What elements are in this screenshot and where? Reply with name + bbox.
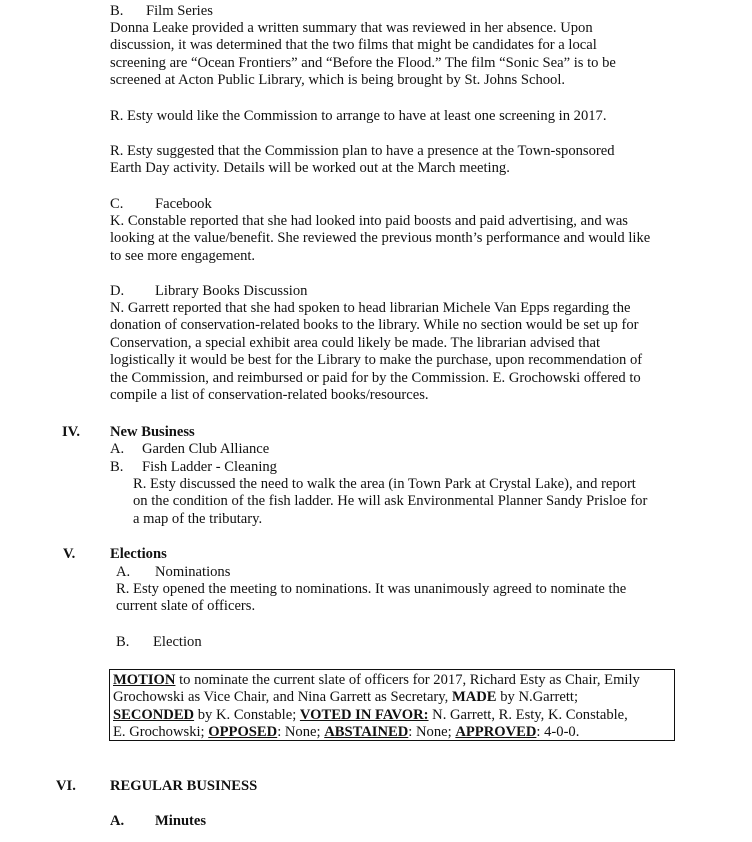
text-line: Conservation, a special exhibit area could likely be made. The librarian advised that: [110, 334, 601, 351]
library-heading: Library Books Discussion: [155, 283, 308, 299]
facebook-letter: C.: [110, 196, 124, 212]
approved-text: : 4-0-0.: [536, 724, 580, 741]
film-series-paragraph-3: [110, 143, 680, 178]
fish-ladder-letter: B.: [110, 459, 124, 475]
text-line: R. Esty would like the Commission to arrange to have at least one screening in 2017.: [110, 108, 607, 124]
text-line: R. Esty suggested that the Commission plan to have a presence at the Town-sponsored: [110, 143, 615, 159]
library-paragraph: [110, 300, 680, 404]
motion-box: [109, 669, 675, 741]
text-line: logistically it would be best for the Library to make the purchase, upon recommendation of: [110, 352, 643, 369]
text-line: compile a list of conservation-related books/resources.: [110, 387, 429, 404]
voted-text: N. Garrett, R. Esty, K. Constable,: [428, 706, 628, 723]
motion-line-3: [113, 707, 670, 724]
fish-ladder-heading: Fish Ladder - Cleaning: [142, 459, 277, 475]
text-line: on the condition of the fish ladder. He will ask Environmental Planner Sandy Prisloe for: [133, 493, 648, 510]
text-line: the Commission, and reimbursed or paid for by the Commission. E. Grochowski offered to: [110, 369, 641, 386]
text-line: screening are “Ocean Frontiers” and “Before the Flood.” The film “Sonic Sea” is to be: [110, 54, 616, 71]
election-letter: B.: [116, 634, 130, 650]
text-line: donation of conservation-related books to the library. While no section would be set up for: [110, 317, 639, 334]
voted-text: E. Grochowski;: [113, 724, 209, 741]
section-vi-number: VI.: [56, 778, 76, 794]
nominations-letter: A.: [116, 564, 131, 580]
motion-label: MOTION: [113, 672, 176, 688]
section-v-number: V.: [63, 546, 76, 562]
section-iv-heading: New Business: [110, 424, 195, 440]
text-line: R. Esty discussed the need to walk the area (in Town Park at Crystal Lake), and report: [133, 476, 636, 492]
opposed-text: : None;: [277, 724, 325, 741]
garden-club-heading: Garden Club Alliance: [142, 441, 270, 457]
garden-club-letter: A.: [110, 441, 125, 457]
text-line: a map of the tributary.: [133, 510, 263, 527]
film-series-paragraph-1: [110, 20, 680, 90]
text-line: to see more engagement.: [110, 247, 256, 264]
nominations-heading: Nominations: [155, 564, 231, 580]
motion-line-1: [113, 672, 670, 689]
facebook-paragraph: [110, 213, 680, 265]
seconded-label: SECONDED: [113, 706, 195, 723]
facebook-heading: Facebook: [155, 196, 212, 212]
text-line: screened at Acton Public Library, which is being brought by St. Johns School.: [110, 72, 566, 89]
section-iv-number: IV.: [62, 424, 80, 440]
approved-label: APPROVED: [455, 724, 537, 741]
text-line: N. Garrett reported that she had spoken to head librarian Michele Van Epps regarding the: [110, 300, 631, 316]
motion-text: Grochowski as Vice Chair, and Nina Garrett as Secretary,: [113, 689, 452, 706]
text-line: current slate of officers.: [116, 598, 256, 615]
made-label: MADE: [451, 689, 497, 706]
section-vi-heading: REGULAR BUSINESS: [110, 778, 258, 794]
motion-text: to nominate the current slate of officers for 2017, Richard Esty as Chair, Emily: [175, 672, 640, 688]
made-text: by N.Garrett;: [496, 689, 579, 706]
opposed-label: OPPOSED: [208, 724, 278, 741]
film-series-paragraph-2: [110, 108, 680, 125]
minutes-heading: Minutes: [155, 813, 207, 829]
fish-ladder-paragraph: [133, 476, 703, 528]
film-series-heading: Film Series: [146, 3, 213, 19]
text-line: K. Constable reported that she had looked into paid boosts and paid advertising, and was: [110, 213, 628, 229]
nominations-paragraph: [116, 581, 686, 616]
election-heading: Election: [153, 634, 202, 650]
text-line: Earth Day activity. Details will be worked out at the March meeting.: [110, 160, 510, 177]
voted-label: VOTED IN FAVOR:: [299, 706, 429, 723]
abstained-label: ABSTAINED: [324, 724, 409, 741]
film-series-letter: B.: [110, 3, 124, 19]
motion-line-2: [113, 689, 670, 706]
text-line: discussion, it was determined that the two films that might be candidates for a local: [110, 37, 597, 54]
abstained-text: : None;: [408, 724, 456, 741]
section-v-heading: Elections: [110, 546, 167, 562]
text-line: Donna Leake provided a written summary that was reviewed in her absence. Upon: [110, 20, 593, 36]
text-line: R. Esty opened the meeting to nominations. It was unanimously agreed to nominate the: [116, 581, 627, 597]
motion-line-4: [113, 724, 670, 741]
text-line: looking at the value/benefit. She reviewed the previous month’s performance and would like: [110, 230, 651, 247]
seconded-text: by K. Constable;: [194, 706, 300, 723]
library-letter: D.: [110, 283, 125, 299]
minutes-letter: A.: [110, 813, 125, 829]
